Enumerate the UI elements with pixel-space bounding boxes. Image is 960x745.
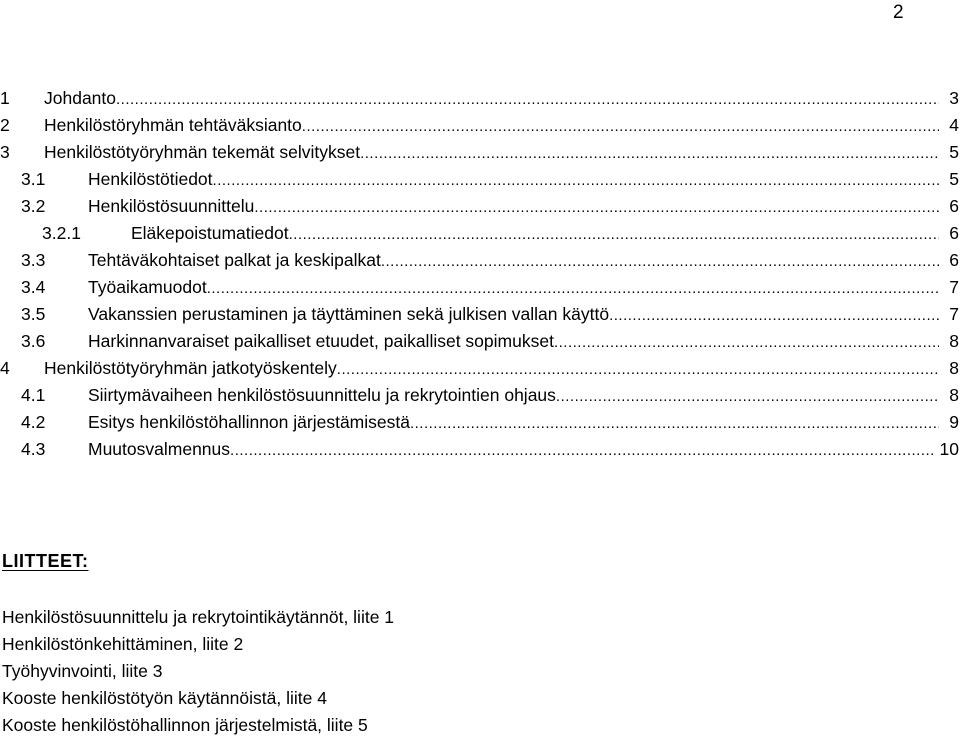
toc-entry[interactable] — [0, 247, 960, 274]
toc-entry-title: Johdanto — [44, 88, 117, 108]
toc-dot-leader — [230, 437, 934, 464]
toc-entry[interactable] — [0, 328, 960, 355]
appendix-item: Kooste henkilöstötyön käytännöistä, liite 4 — [2, 688, 327, 708]
toc-dot-leader — [213, 167, 939, 194]
toc-entry-page: 5 — [949, 142, 959, 162]
toc-dot-leader — [381, 248, 939, 275]
toc-entry-number: 3.2 — [21, 196, 46, 216]
toc-entry-number: 4 — [0, 358, 10, 378]
toc-entry-title: Henkilöstötyöryhmän jatkotyöskentely — [44, 358, 337, 378]
toc-entry-page: 7 — [949, 304, 959, 324]
toc-entry-number: 4.1 — [21, 385, 46, 405]
toc-entry-page: 3 — [949, 88, 959, 108]
toc-entry-number: 3.6 — [21, 331, 46, 351]
toc-entry-title: Tehtäväkohtaiset palkat ja keskipalkat — [88, 250, 381, 270]
table-of-contents — [0, 85, 960, 463]
toc-entry-page: 6 — [949, 196, 959, 216]
toc-dot-leader — [556, 383, 939, 410]
appendix-item: Työhyvinvointi, liite 3 — [2, 661, 163, 681]
toc-entry-number: 3.5 — [21, 304, 46, 324]
toc-entry-page: 6 — [949, 223, 959, 243]
toc-entry[interactable] — [0, 193, 960, 220]
toc-entry-title: Työaikamuodot — [88, 277, 207, 297]
toc-entry-number: 3.3 — [21, 250, 46, 270]
toc-entry[interactable] — [0, 85, 960, 112]
toc-entry-number: 1 — [0, 88, 10, 108]
appendix-item: Kooste henkilöstöhallinnon järjestelmistä, liite 5 — [2, 715, 368, 735]
toc-entry[interactable] — [0, 166, 960, 193]
page-number: 2 — [893, 2, 904, 23]
toc-entry-page: 10 — [939, 439, 959, 459]
toc-entry[interactable] — [0, 382, 960, 409]
toc-entry[interactable] — [0, 436, 960, 463]
toc-entry-page: 8 — [949, 385, 959, 405]
toc-entry[interactable] — [0, 220, 960, 247]
toc-entry-page: 8 — [949, 358, 959, 378]
appendix-item: Henkilöstönkehittäminen, liite 2 — [2, 634, 244, 654]
toc-entry-page: 9 — [949, 412, 959, 432]
toc-entry-page: 4 — [949, 115, 959, 135]
toc-entry-number: 3.4 — [21, 277, 46, 297]
toc-dot-leader — [554, 329, 939, 356]
toc-entry-page: 8 — [949, 331, 959, 351]
toc-entry[interactable] — [0, 139, 960, 166]
toc-dot-leader — [337, 356, 939, 383]
toc-entry-number: 3 — [0, 142, 10, 162]
toc-entry-number: 4.2 — [21, 412, 46, 432]
toc-entry[interactable] — [0, 112, 960, 139]
toc-dot-leader — [116, 86, 939, 113]
toc-entry-page: 5 — [949, 169, 959, 189]
toc-dot-leader — [289, 221, 939, 248]
toc-entry[interactable] — [0, 301, 960, 328]
toc-entry-page: 7 — [949, 277, 959, 297]
toc-entry-title: Henkilöstötiedot — [88, 169, 213, 189]
toc-entry-title: Henkilöstötyöryhmän tekemät selvitykset — [44, 142, 361, 162]
toc-entry-title: Muutosvalmennus — [88, 439, 231, 459]
toc-entry-title: Henkilöstöryhmän tehtäväksianto — [44, 115, 302, 135]
toc-dot-leader — [609, 302, 939, 329]
toc-dot-leader — [360, 140, 939, 167]
toc-dot-leader — [302, 113, 939, 140]
toc-entry-title: Henkilöstösuunnittelu — [88, 196, 255, 216]
appendices-heading: LIITTEET: — [2, 551, 89, 571]
toc-entry-title: Eläkepoistumatiedot — [131, 223, 289, 243]
toc-entry[interactable] — [0, 274, 960, 301]
toc-entry-number: 4.3 — [21, 439, 46, 459]
toc-dot-leader — [410, 410, 939, 437]
toc-entry[interactable] — [0, 355, 960, 382]
toc-entry-number: 3.2.1 — [42, 223, 81, 243]
toc-entry[interactable] — [0, 409, 960, 436]
toc-dot-leader — [254, 194, 939, 221]
appendix-item: Henkilöstösuunnittelu ja rekrytointikäytännöt, liite 1 — [2, 607, 395, 627]
appendices-list — [2, 604, 394, 739]
toc-entry-title: Vakanssien perustaminen ja täyttäminen sekä julkisen vallan käyttö — [88, 304, 610, 324]
toc-entry-title: Siirtymävaiheen henkilöstösuunnittelu ja rekrytointien ohjaus — [88, 385, 556, 405]
toc-entry-page: 6 — [949, 250, 959, 270]
toc-entry-title: Esitys henkilöstöhallinnon järjestämisestä — [88, 412, 410, 432]
toc-entry-number: 2 — [0, 115, 10, 135]
toc-dot-leader — [207, 275, 939, 302]
toc-entry-title: Harkinnanvaraiset paikalliset etuudet, paikalliset sopimukset — [88, 331, 554, 351]
toc-entry-number: 3.1 — [21, 169, 46, 189]
